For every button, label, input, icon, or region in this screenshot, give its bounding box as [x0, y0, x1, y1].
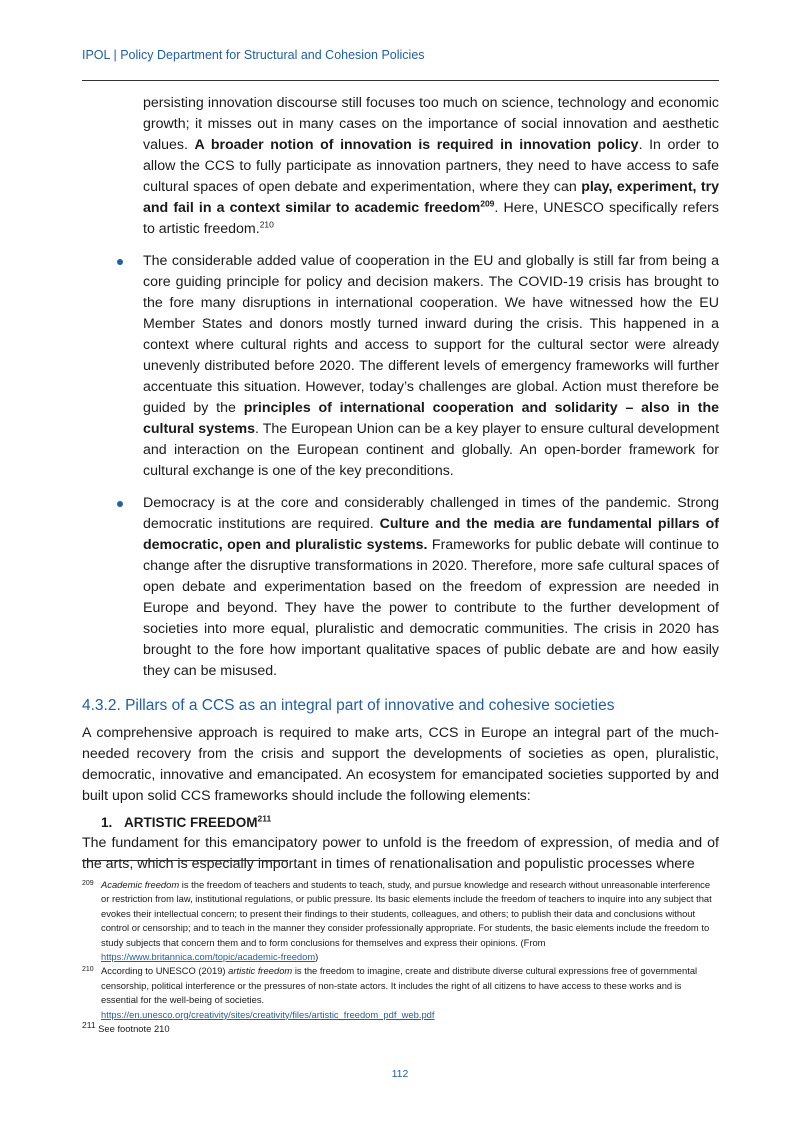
footnote-text: is the freedom to imagine, create and distribute diverse cultural expressions free of governmental censorship, political interference or the pressures of non-state actors. It includes the right of all citizens to have access to these works and is essential for the well-being of societies. [101, 965, 698, 1006]
running-header: IPOL | Policy Department for Structural and Cohesion Policies [82, 48, 425, 62]
footnote-divider [82, 860, 288, 861]
footnote-text: See footnote 210 [95, 1023, 170, 1035]
footnote-text: ) [315, 951, 319, 963]
footnote-ref-211[interactable]: 211 [257, 813, 272, 824]
footnote-text: is the freedom of teachers and students to teach, study, and pursue knowledge and research without unreasonable interference or restriction from law, institutional regulations, or public pressure. Its basic elements include the freedom of teachers to inquire into any subject that evokes their intellectual concern; to present their findings to their students, colleagues, and others; to publish their data and conclusions without control or censorship; and to teach in the manner they consider professionally appropriate. For students, the basic elements include the freedom to study subjects that concern them and to form conclusions for themselves and express their opinions. (From [101, 879, 712, 948]
text-run: . In order to allow the CCS to fully participate as innovation partners, they need to have access to safe cultural spaces of open debate and experimentation, where they can [143, 137, 719, 195]
footnote-210 [82, 964, 719, 1022]
footnote-link[interactable]: https://www.britannica.com/topic/academic-freedom [101, 951, 316, 963]
footnote-209 [82, 878, 719, 964]
bold-run: A broader notion of innovation is required in innovation policy [194, 137, 639, 153]
bold-run: Culture and the media are fundamental pillars of democratic, open and pluralistic systems. [143, 516, 719, 553]
text-run: . Here, UNESCO specifically refers to artistic freedom. [143, 200, 719, 237]
numbered-heading-label: ARTISTIC FREEDOM [124, 815, 258, 830]
section-paragraph: A comprehensive approach is required to make arts, CCS in Europe an integral part of the much-needed recovery from the crisis and support the developments of societies as open, pluralistic, democratic, innovative and emancipated. An ecosystem for emancipated societies supported by and built upon solid CCS frameworks should include the following elements: [82, 725, 719, 804]
text-run: The considerable added value of cooperation in the EU and globally is still far from being a core guiding principle for policy and decision makers. The COVID-19 crisis has brought to the fore many disruptions in international cooperation. We have witnessed how the EU Member States and donors mostly turned inward during the crisis. This happened in a context where cultural rights and access to support for the cultural sector were already unevenly distributed before 2020. The different levels of emergency frameworks will further accentuate this situation. However, today’s challenges are global. Action must therefore be guided by the [143, 253, 719, 416]
text-run: Democracy is at the core and considerably challenged in times of the pandemic. Strong democratic institutions are required. [143, 495, 719, 532]
footnote-ref-210[interactable]: 210 [259, 219, 274, 230]
continued-bullet-paragraph [82, 93, 719, 240]
section-heading: 4.3.2. Pillars of a CCS as an integral part of innovative and cohesive societies [82, 697, 615, 714]
footnote-emphasis: artistic freedom [228, 965, 293, 977]
footnote-link[interactable]: https://en.unesco.org/creativity/sites/creativity/files/artistic_freedom_pdf_web.pdf [101, 1008, 435, 1020]
bold-text: play, experiment, try and fail in a context similar to academic freedom [143, 179, 719, 216]
footnotes [82, 878, 719, 1036]
footnote-ref-209[interactable]: 209 [480, 198, 495, 209]
numbered-heading [101, 812, 719, 833]
text-run: Frameworks for public debate will continue to change after the disruptive transformations in 2020. Therefore, more safe cultural spaces of open debate and experimentation based on the freedom of expression are needed in Europe and beyond. They have the power to contribute to the further development of societies into more equal, pluralistic and democratic communities. The crisis in 2020 has brought to the fore how important qualitative spaces of public debate are and how easily they can be misused. [143, 537, 719, 679]
bullet-item-democracy [82, 493, 719, 682]
footnote-text: According to UNESCO (2019) [101, 965, 229, 977]
footnote-number: 210 [82, 966, 94, 974]
bold-run: principles of international cooperation and solidarity – also in the cultural systems [143, 400, 719, 437]
bullet-dot-icon [117, 501, 123, 507]
footnote-emphasis: Academic freedom [101, 879, 180, 890]
text-run: . The European Union can be a key player to ensure cultural development and interaction on the European continent and globally. An open-border framework for cultural exchange is one of the key preconditions. [143, 421, 720, 479]
section-paragraph-2: The fundament for this emancipatory power to unfold is the freedom of expression, of media and of the arts, which is especially important in times of renationalisation and populistic processes where [82, 835, 719, 872]
footnote-number: 211 [82, 1019, 96, 1030]
header-divider [82, 80, 719, 81]
text-run: persisting innovation discourse still focuses too much on science, technology and economic growth; it misses out in many cases on the importance of social innovation and aesthetic values. [143, 95, 719, 153]
body-text [82, 93, 719, 875]
bullet-dot-icon [117, 259, 123, 265]
page-number: 112 [391, 1068, 409, 1080]
list-number: 1. [101, 815, 113, 830]
footnote-number: 209 [82, 880, 94, 887]
bullet-item-cooperation [82, 251, 719, 482]
footnote-211 [82, 1019, 719, 1036]
